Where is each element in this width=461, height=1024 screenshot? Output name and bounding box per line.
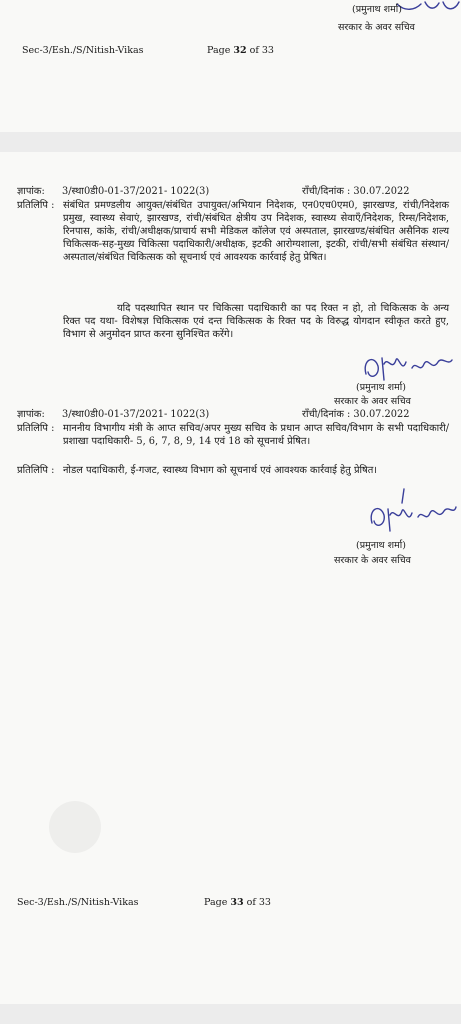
reference-number: 3/स्था0डी0-01-37/2021- 1022(3)	[62, 186, 210, 197]
signature-name: (प्रमुनाथ शर्मा)	[356, 382, 406, 393]
gyapank-label: ज्ञापांक:	[17, 409, 45, 420]
pratilipi-label: प्रतिलिपि :	[17, 465, 55, 476]
pratilipi-text: नोडल पदाधिकारी, ई-गजट, स्वास्थ्य विभाग को सूचनार्थ एवं आवश्यक कार्रवाई हेतु प्रेषित।	[63, 465, 378, 476]
footer-page-number: Page 32 of 33	[207, 45, 274, 56]
footer-reference: Sec-3/Esh./S/Nitish-Vikas	[22, 45, 144, 56]
document-page-33	[0, 152, 461, 1004]
footer-page-number: Page 33 of 33	[204, 897, 271, 908]
signature-name: (प्रमुनाथ शर्मा)	[356, 540, 406, 551]
pratilipi-text: माननीय विभागीय मंत्री के आप्त सचिव/अपर मुख्य सचिव के प्रधान आप्त सचिव/विभाग के सभी पदाधिकारी/प्रशाखा पदाधिकारी- 5, 6, 7, 8, 9, 14 एवं 18 को सूचनार्थ प्रेषित।	[63, 423, 449, 447]
signature-title: सरकार के अवर सचिव	[334, 396, 411, 407]
footer-reference: Sec-3/Esh./S/Nitish-Vikas	[17, 897, 139, 908]
place-date: राँची/दिनांक : 30.07.2022	[302, 186, 410, 197]
place-date: राँची/दिनांक : 30.07.2022	[302, 409, 410, 420]
document-page-32	[0, 0, 461, 132]
signature-name: (प्रमुनाथ शर्मा)	[352, 4, 402, 15]
signature-title: सरकार के अवर सचिव	[334, 555, 411, 566]
signature-title: सरकार के अवर सचिव	[338, 22, 415, 33]
signature-handwritten	[368, 487, 458, 539]
faint-emblem-watermark	[40, 792, 110, 862]
pratilipi-text: संबंधित प्रमण्डलीय आयुक्त/संबंधित उपायुक्त/अभियान निदेशक, एन0एच0एम0, झारखण्ड, रांची/निदेशक प्रमुख, स्वास्थ्य सेवाएं, झारखण्ड, रांची/संबंधित क्षेत्रीय उप निदेशक, स्वास्थ्य सेवाएँ/निदेशक, रिम्स/निदेशक, रिनपास, कांके, रांची/अधीक्षक/प्राचार्य सभी मेडिकल कॉलेज एवं अस्पताल, झारखण्ड/संबंधित असैनिक शल्य चिकित्सक-सह-मुख्य चिकित्सा पदाधिकारी/अधीक्षक, इटकी आरोग्यशाला, इटकी, रांची/सभी संबंधित संस्थान/अस्पताल/संबंधित चिकित्सक को सूचनार्थ एवं आवश्यक कार्रवाई हेतु प्रेषित।	[63, 200, 449, 263]
gyapank-label: ज्ञापांक:	[17, 186, 45, 197]
note-paragraph: यदि पदस्थापित स्थान पर चिकित्सा पदाधिकारी का पद रिक्त न हो, तो चिकित्सक के अन्य रिक्त पद यथा- विशेषज्ञ चिकित्सक एवं दन्त चिकित्सक के रिक्त पद के विरुद्ध योगदान स्वीकृत करते हुए, विभाग से अनुमोदन प्राप्त करना सुनिश्चित करेंगे।	[63, 303, 449, 340]
pratilipi-label: प्रतिलिपि :	[17, 423, 55, 434]
pratilipi-label: प्रतिलिपि :	[17, 200, 55, 211]
signature-handwritten	[395, 0, 461, 14]
reference-number: 3/स्था0डी0-01-37/2021- 1022(3)	[62, 409, 210, 420]
